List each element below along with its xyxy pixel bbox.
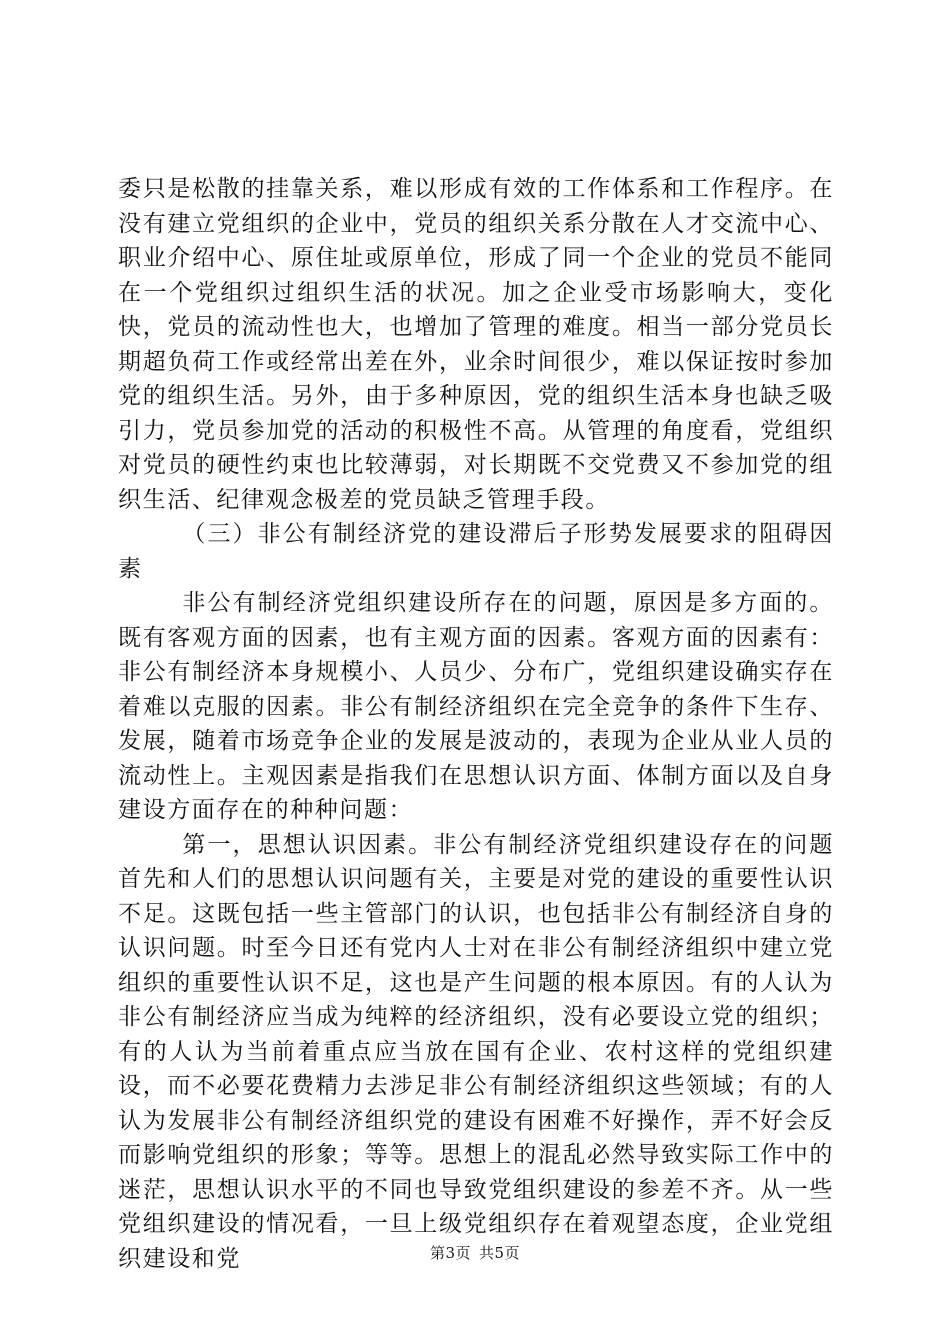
document-body — [118, 172, 834, 1276]
paragraph-causes: 非公有制经济党组织建设所存在的问题，原因是多方面的。既有客观方面的因素，也有主观方面的因素。客观方面的因素有：非公有制经济本身规模小、人员少、分布广，党组织建设确实存在着难以克服的因素。非公有制经济组织在完全竞争的条件下生存、发展，随着市场竞争企业的发展是波动的，表现为企业从业人员的流动性上。主观因素是指我们在思想认识方面、体制方面以及自身建设方面存在的种种问题： — [118, 590, 834, 823]
page-footer — [0, 1242, 950, 1263]
paragraph-first-factor: 第一，思想认识因素。非公有制经济党组织建设存在的问题首先和人们的思想认识问题有关，主要是对党的建设的重要性认识不足。这既包括一些主管部门的认识，也包括非公有制经济自身的认识问题。时至今日还有党内人士对在非公有制经济组织中建立党组织的重要性认识不足，这也是产生问题的根本原因。有的人认为非公有制经济应当成为纯粹的经济组织，没有必要设立党的组织；有的人认为当前着重点应当放在国有企业、农村这样的党组织建设，而不必要花费精力去涉足非公有制经济组织这些领域；有的人认为发展非公有制经济组织党的建设有困难不好操作，弄不好会反而影响党组织的形象；等等。思想上的混乱必然导致实际工作中的迷茫，思想认识水平的不同也导致党组织建设的参差不齐。从一些党组织建设的情况看，一旦上级党组织存在着观望态度，企业党组织建设和党 — [118, 831, 834, 1272]
page-total: 共5页 — [479, 1244, 521, 1262]
page-number: 第3页 — [429, 1244, 471, 1262]
section-heading-3: （三）非公有制经济党的建设滞后子形势发展要求的阻碍因素 — [118, 521, 834, 582]
paragraph-continuation: 委只是松散的挂靠关系，难以形成有效的工作体系和工作程序。在没有建立党组织的企业中，党员的组织关系分散在人才交流中心、职业介绍中心、原住址或原单位，形成了同一个企业的党员不能同在一个党组织过组织生活的状况。加之企业受市场影响大，变化快，党员的流动性也大，也增加了管理的难度。相当一部分党员长期超负荷工作或经常出差在外，业余时间很少，难以保证按时参加党的组织生活。另外，由于多种原因，党的组织生活本身也缺乏吸引力，党员参加党的活动的积极性不高。从管理的角度看，党组织对党员的硬性约束也比较薄弱，对长期既不交党费又不参加党的组织生活、纪律观念极差的党员缺乏管理手段。 — [118, 176, 834, 513]
